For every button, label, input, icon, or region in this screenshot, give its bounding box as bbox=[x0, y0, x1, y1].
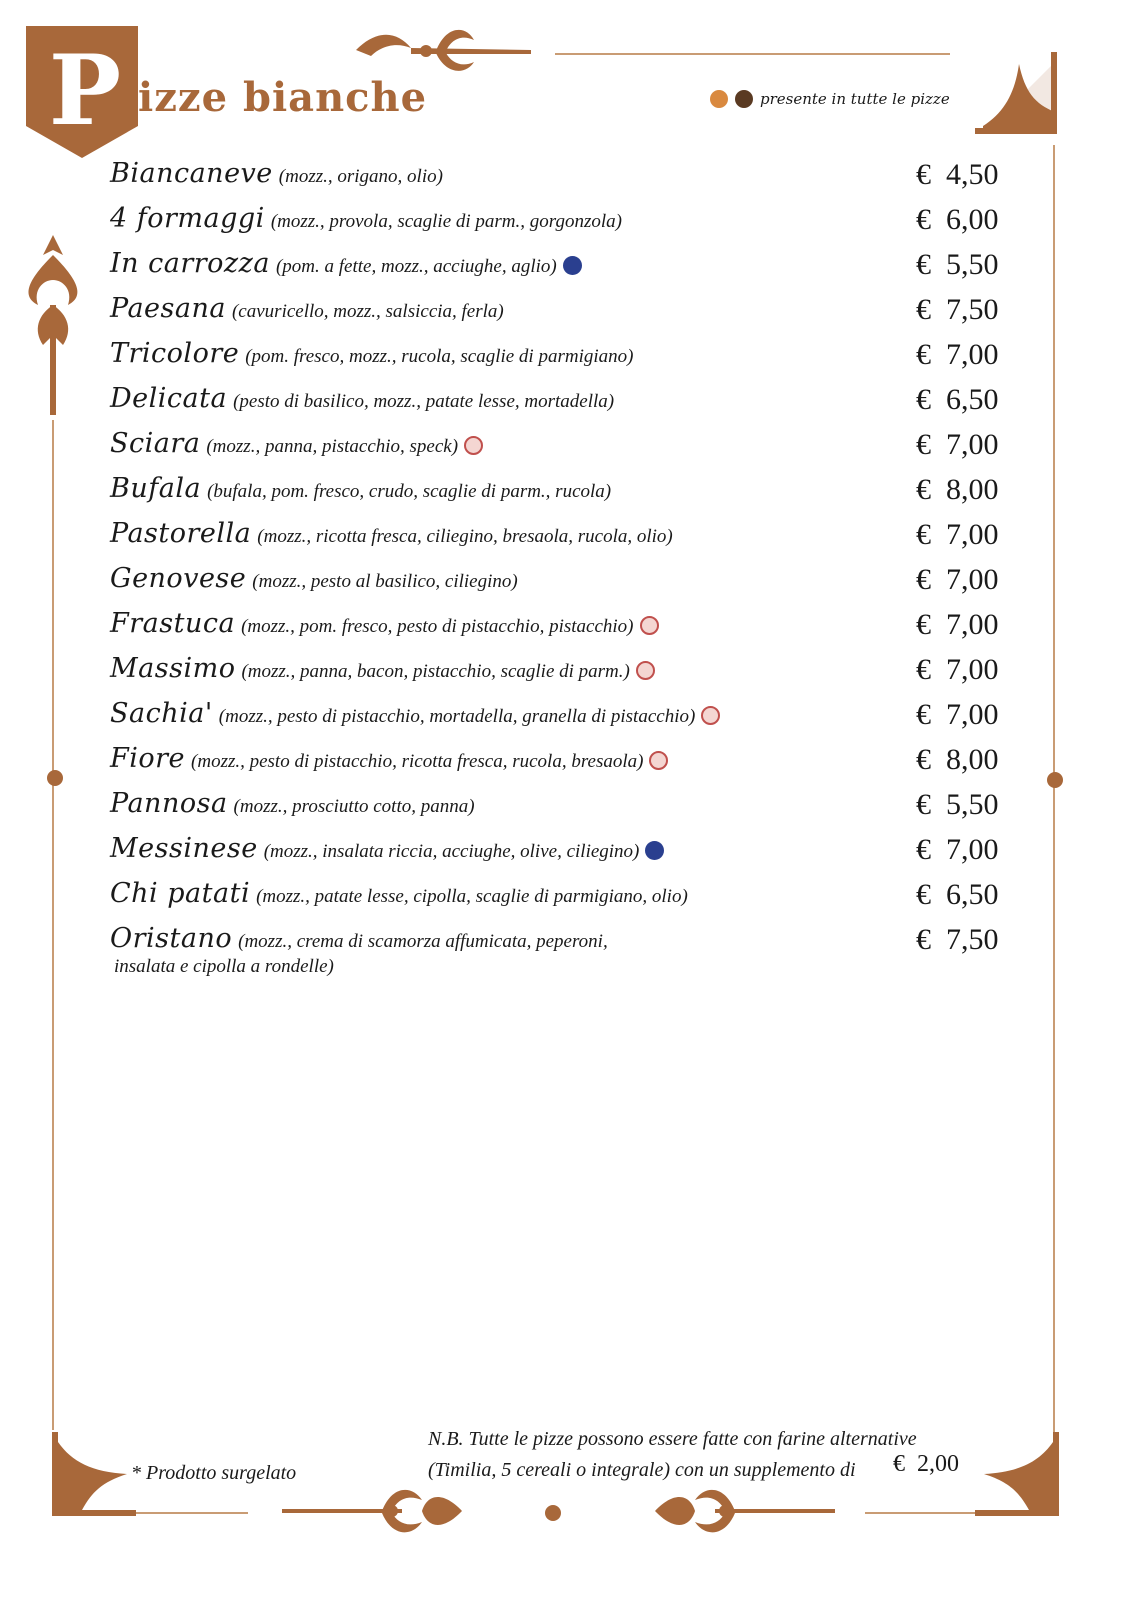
ingredient-note: presente in tutte le pizze bbox=[760, 90, 950, 108]
menu-item-line bbox=[110, 518, 1010, 549]
menu-item bbox=[110, 878, 1010, 918]
pizza-ingredients: (pom. fresco, mozz., rucola, scaglie di parmigiano) bbox=[245, 346, 634, 367]
oil-icon bbox=[735, 90, 753, 108]
pizza-price: € 7,00 bbox=[916, 428, 999, 461]
frozen-product-icon bbox=[636, 661, 655, 680]
menu-item bbox=[110, 338, 1010, 378]
nb-line-2: (Timilia, 5 cereali o integrale) con un supplemento di bbox=[428, 1459, 856, 1481]
pizza-ingredients: (mozz., patate lesse, cipolla, scaglie di parmigiano, olio) bbox=[256, 886, 688, 907]
pizza-name: Fiore bbox=[110, 743, 186, 774]
title-initial: P bbox=[48, 34, 122, 147]
menu-item-line bbox=[110, 878, 1010, 909]
supplement-price: € 2,00 bbox=[893, 1451, 959, 1477]
pizza-name: 4 formaggi bbox=[110, 203, 265, 234]
menu-item-line bbox=[110, 158, 1010, 189]
pizza-name: Frastuca bbox=[110, 608, 236, 639]
bottom-center-ornament-right bbox=[655, 1480, 835, 1540]
pizza-price: € 8,00 bbox=[916, 743, 999, 776]
pizza-price: € 7,50 bbox=[916, 293, 999, 326]
frozen-product-icon bbox=[464, 436, 483, 455]
pizza-ingredients: (bufala, pom. fresco, crudo, scaglie di parm., rucola) bbox=[207, 481, 612, 502]
pizza-ingredients-continued: insalata e cipolla a rondelle) bbox=[114, 956, 334, 977]
pizza-name: Pastorella bbox=[110, 518, 252, 549]
nb-line-1: N.B. Tutte le pizze possono essere fatte con farine alternative bbox=[428, 1428, 917, 1450]
pizza-ingredients: (cavuricello, mozz., salsiccia, ferla) bbox=[231, 301, 504, 322]
pizza-name: Bufala bbox=[110, 473, 202, 504]
fish-icon bbox=[563, 256, 582, 275]
note-icons bbox=[710, 90, 753, 112]
pizza-ingredients: (pesto di basilico, mozz., patate lesse, mortadella) bbox=[233, 391, 615, 412]
menu-item-line bbox=[110, 698, 1010, 729]
menu-item-line bbox=[110, 653, 1010, 684]
frozen-product-icon bbox=[701, 706, 720, 725]
fish-icon bbox=[645, 841, 664, 860]
pizza-price: € 8,00 bbox=[916, 473, 999, 506]
pizza-price: € 7,00 bbox=[916, 338, 999, 371]
pizza-name: Massimo bbox=[110, 653, 236, 684]
menu-item bbox=[110, 923, 1010, 977]
pizza-name: Tricolore bbox=[110, 338, 240, 369]
top-ornament bbox=[356, 20, 536, 78]
frozen-product-icon bbox=[649, 751, 668, 770]
pizza-price: € 7,50 bbox=[916, 923, 999, 956]
pizza-price: € 7,00 bbox=[916, 608, 999, 641]
menu-item-line bbox=[110, 788, 1010, 819]
menu-item bbox=[110, 788, 1010, 828]
pizza-price: € 6,50 bbox=[916, 878, 999, 911]
menu-item bbox=[110, 563, 1010, 603]
bottom-right-corner-ornament bbox=[975, 1432, 1059, 1516]
pizza-ingredients: (mozz., ricotta fresca, ciliegino, bresaola, rucola, olio) bbox=[257, 526, 673, 547]
menu-item bbox=[110, 383, 1010, 423]
menu-item bbox=[110, 518, 1010, 558]
pizza-ingredients: (mozz., insalata riccia, acciughe, olive, ciliegino) bbox=[263, 841, 640, 862]
left-ornament bbox=[18, 235, 88, 415]
pizza-name: Messinese bbox=[110, 833, 258, 864]
pizza-name: Biancaneve bbox=[110, 158, 273, 189]
menu-item bbox=[110, 428, 1010, 468]
pizza-ingredients: (mozz., pom. fresco, pesto di pistacchio, pistacchio) bbox=[241, 616, 634, 637]
menu-item bbox=[110, 158, 1010, 198]
left-dot bbox=[47, 770, 63, 786]
right-dot bbox=[1047, 772, 1063, 788]
pizza-price: € 4,50 bbox=[916, 158, 999, 191]
pizza-price: € 7,00 bbox=[916, 653, 999, 686]
pizza-price: € 7,00 bbox=[916, 833, 999, 866]
menu-item-line bbox=[110, 473, 1010, 504]
menu-item bbox=[110, 203, 1010, 243]
menu-item bbox=[110, 833, 1010, 873]
menu-item-line bbox=[110, 293, 1010, 324]
menu-item bbox=[110, 653, 1010, 693]
pizza-name: Oristano bbox=[110, 923, 233, 954]
menu-item-line bbox=[110, 203, 1010, 234]
pizza-ingredients: (pom. a fette, mozz., acciughe, aglio) bbox=[275, 256, 557, 277]
bottom-dot bbox=[545, 1505, 561, 1521]
page-title: izze bianche bbox=[138, 74, 428, 121]
pizza-price: € 7,00 bbox=[916, 698, 999, 731]
pizza-ingredients: (mozz., provola, scaglie di parm., gorgonzola) bbox=[270, 211, 622, 232]
pizza-ingredients: (mozz., pesto al basilico, ciliegino) bbox=[252, 571, 518, 592]
right-rule bbox=[1053, 145, 1055, 1435]
bottom-center-ornament-left bbox=[282, 1480, 462, 1540]
menu-item bbox=[110, 293, 1010, 333]
nb-note bbox=[428, 1424, 917, 1486]
pizza-price: € 7,00 bbox=[916, 563, 999, 596]
menu-item bbox=[110, 698, 1010, 738]
menu-item-line bbox=[110, 608, 1010, 639]
menu-item-line bbox=[110, 428, 1010, 459]
frozen-note: * Prodotto surgelato bbox=[131, 1462, 297, 1484]
menu-item-line bbox=[110, 923, 1010, 954]
pizza-name: Paesana bbox=[110, 293, 226, 324]
pizza-name: Sachia' bbox=[110, 698, 213, 729]
menu-item-line bbox=[110, 563, 1010, 594]
menu-item bbox=[110, 743, 1010, 783]
pizza-name: Genovese bbox=[110, 563, 247, 594]
menu-item-line bbox=[110, 743, 1010, 774]
menu-item-line bbox=[110, 248, 1010, 279]
pizza-price: € 6,00 bbox=[916, 203, 999, 236]
bottom-rule-right bbox=[865, 1512, 975, 1514]
menu-item bbox=[110, 473, 1010, 513]
pizza-name: Chi patati bbox=[110, 878, 251, 909]
left-rule bbox=[52, 420, 54, 1430]
pizza-name: Delicata bbox=[110, 383, 228, 414]
pizza-ingredients: (mozz., pesto di pistacchio, mortadella, granella di pistacchio) bbox=[218, 706, 696, 727]
pizza-ingredients: (mozz., prosciutto cotto, panna) bbox=[233, 796, 475, 817]
pizza-ingredients: (mozz., pesto di pistacchio, ricotta fresca, rucola, bresaola) bbox=[191, 751, 644, 772]
frozen-product-icon bbox=[640, 616, 659, 635]
bottom-left-corner-ornament bbox=[52, 1432, 136, 1516]
pizza-ingredients: (mozz., panna, pistacchio, speck) bbox=[206, 436, 459, 457]
pizza-price: € 7,00 bbox=[916, 518, 999, 551]
pizza-price: € 5,50 bbox=[916, 788, 999, 821]
pizza-name: In carrozza bbox=[110, 248, 270, 279]
menu-item-line bbox=[110, 383, 1010, 414]
pizza-name: Sciara bbox=[110, 428, 201, 459]
top-right-corner-ornament bbox=[975, 52, 1057, 134]
pizza-ingredients: (mozz., crema di scamorza affumicata, peperoni, bbox=[238, 931, 608, 952]
menu-item bbox=[110, 248, 1010, 288]
pizza-price: € 6,50 bbox=[916, 383, 999, 416]
bottom-rule-left bbox=[128, 1512, 248, 1514]
menu-item bbox=[110, 608, 1010, 648]
menu-item-line bbox=[110, 338, 1010, 369]
pizza-name: Pannosa bbox=[110, 788, 228, 819]
pizza-ingredients: (mozz., panna, bacon, pistacchio, scaglie di parm.) bbox=[241, 661, 630, 682]
menu-item-line bbox=[110, 833, 1010, 864]
wheat-icon bbox=[710, 90, 728, 108]
top-rule bbox=[555, 53, 950, 55]
pizza-ingredients: (mozz., origano, olio) bbox=[278, 166, 443, 187]
pizza-price: € 5,50 bbox=[916, 248, 999, 281]
